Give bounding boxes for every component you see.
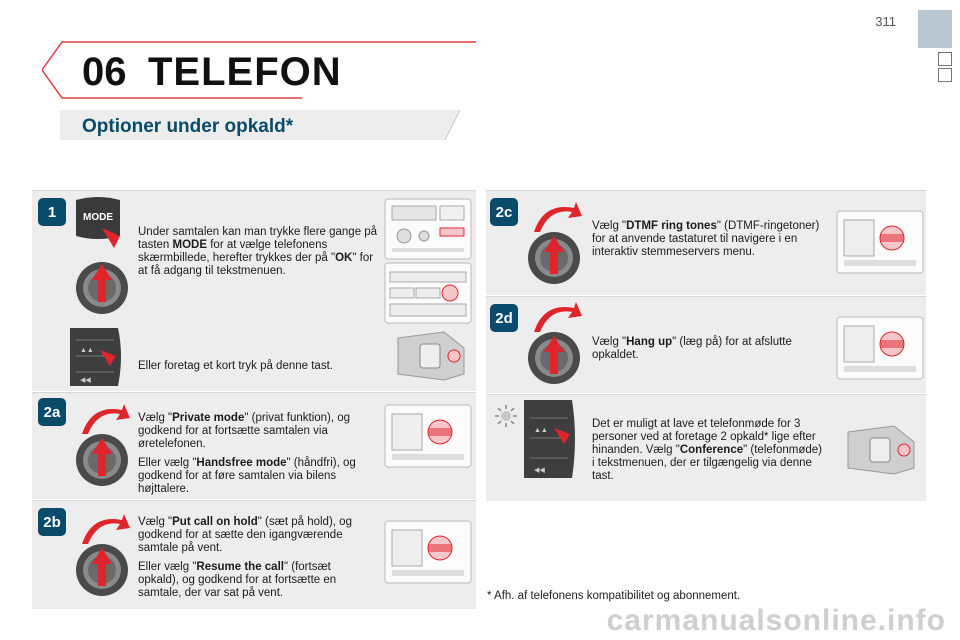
page-tab-marker (918, 10, 952, 48)
step-2b-text: Vælg "Put call on hold" (sæt på hold), og godkend for at sætte den igangværende samtale på vent. Eller vælg "Resume the call" (fortsæt opkald), og godkend for at fortsætte en samtale, der var sat på vent. (138, 516, 352, 599)
step-badge-2d: 2d (490, 304, 518, 332)
rotary-knob-icon (524, 200, 584, 290)
radio-unit-thumbnail (836, 316, 924, 380)
rotary-knob-icon (72, 258, 132, 318)
chapter-title: TELEFON (148, 50, 342, 94)
svg-text:MODE: MODE (83, 212, 113, 223)
step-1b-text: Eller foretag et kort tryk på denne tast. (138, 360, 333, 372)
step-badge-2a: 2a (38, 398, 66, 426)
radio-unit-thumbnail (384, 404, 472, 468)
rotary-knob-icon (72, 402, 132, 492)
step-badge-1: 1 (38, 198, 66, 226)
light-bulb-icon (494, 404, 518, 428)
checkbox-icon (938, 68, 952, 82)
footnote: * Afh. af telefonens kompatibilitet og abonnement. (487, 590, 741, 602)
step-badge-2c: 2c (490, 198, 518, 226)
page-number: 311 (875, 14, 896, 29)
step-2c-text: Vælg "DTMF ring tones" (DTMF-ringetoner) for at anvende tastaturet til navigere i en interaktiv stemmeservers menu. (592, 220, 820, 258)
svg-text:◀◀: ◀◀ (80, 377, 91, 384)
steering-switch-thumbnail (394, 328, 474, 384)
step-1-text: Under samtalen kan man trykke flere gange på tasten MODE for at vælge telefonens skærmbillede, herefter trykkes der på "OK" for at få adgang til tekstmenuen. (138, 226, 378, 277)
radio-unit-thumbnail (384, 262, 472, 324)
radio-unit-thumbnail (836, 210, 924, 274)
steering-switch-thumbnail (844, 422, 924, 478)
radio-unit-thumbnail (384, 520, 472, 584)
svg-text:▲▲: ▲▲ (80, 347, 94, 354)
rotary-knob-icon (72, 512, 132, 602)
checkbox-icon (938, 52, 952, 66)
step-badge-2b: 2b (38, 508, 66, 536)
watermark: carmanualsonline.info (606, 604, 946, 637)
radio-unit-thumbnail (384, 198, 472, 260)
section-subtitle: Optioner under opkald* (82, 116, 294, 137)
step-2a-text: Vælg "Private mode" (privat funktion), og godkend for at fortsætte samtalen via øretelefonen. Eller vælg "Handsfree mode" (håndfri), og godkend for at føre samtalen via bilens højttalere. (138, 412, 356, 495)
svg-text:◀◀: ◀◀ (534, 467, 545, 474)
steering-stalk-icon (66, 326, 126, 388)
mode-key-icon (72, 196, 124, 250)
svg-text:▲▲: ▲▲ (534, 427, 548, 434)
conference-text: Det er muligt at lave et telefonmøde for 3 personer ved at foretage 2 opkald* lige efter hinanden. Vælg "Conference" (telefonmøde) i tekstmenuen, der er tilgængelig via denne tast. (592, 418, 822, 482)
steering-stalk-icon (520, 398, 580, 480)
chapter-number: 06 (82, 50, 127, 94)
rotary-knob-icon (524, 300, 584, 390)
step-2d-text: Vælg "Hang up" (læg på) for at afslutte opkaldet. (592, 336, 792, 361)
